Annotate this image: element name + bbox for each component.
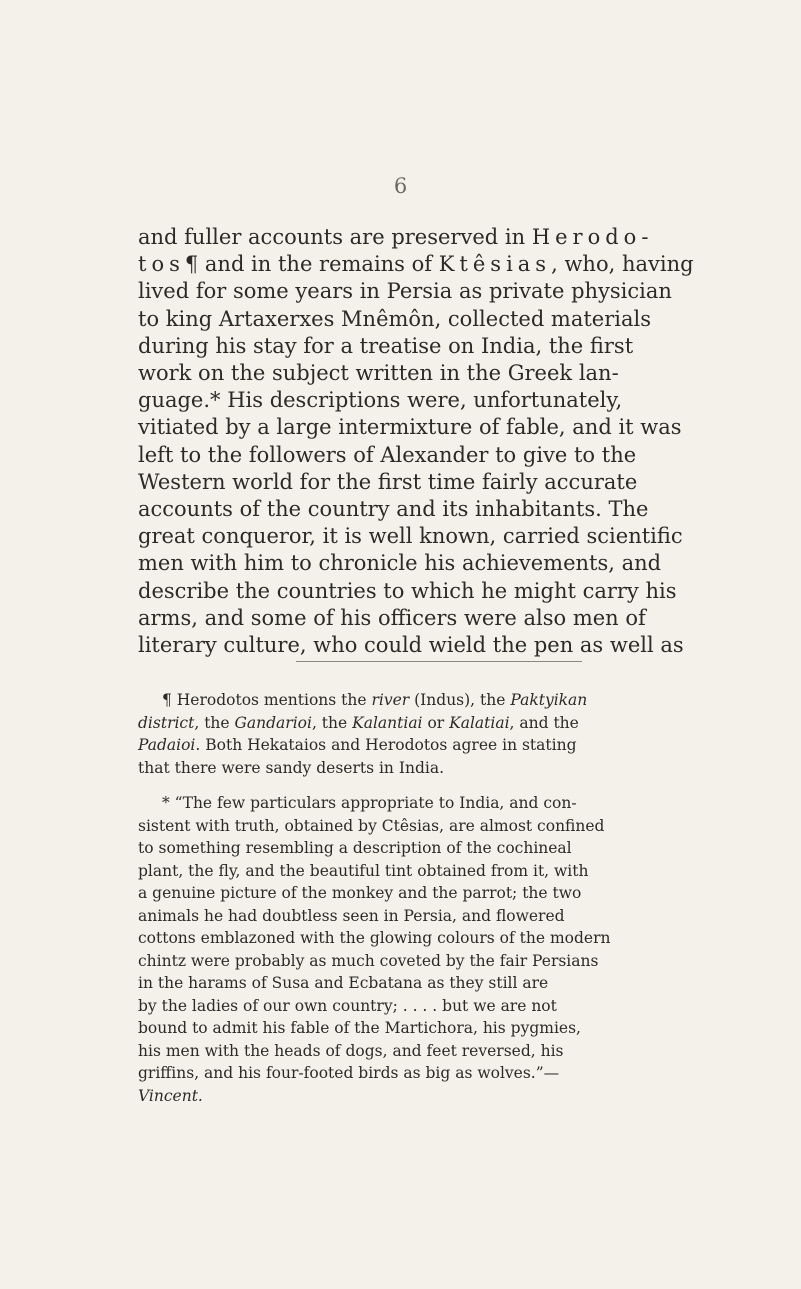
footnote-line: sistent with truth, obtained by Ctêsias, are almost confined [138,816,605,835]
footnote-line: his men with the heads of dogs, and feet reversed, his [138,1041,564,1060]
body-line: describe the countries to which he might carry his [138,578,677,603]
footnote-line: plant, the fly, and the beautiful tint obtained from it, with [138,861,589,880]
body-line: vitiated by a large intermixture of fable, and it was [138,415,682,440]
footnote-line: Padaioi. Both Hekataios and Herodotos agree in stating [138,736,577,754]
body-line: Western world for the first time fairly accurate [138,469,638,494]
footnote-line: cottons emblazoned with the glowing colours of the modern [138,929,611,947]
body-line: lived for some years in Persia as private physician [138,279,672,304]
footnote-line: animals he had doubtless seen in Persia, and flowered [138,906,565,925]
page-number: 6 [393,174,408,198]
body-line: accounts of the country and its inhabitants. The [138,497,649,522]
footnote-divider [296,661,582,662]
footnotes [138,689,742,1120]
body-paragraph [138,224,742,659]
footnote-pilcrow [138,689,742,779]
footnote-line: ¶ Herodotos mentions the river (Indus), the Paktyikan [162,691,588,709]
body-line: great conqueror, it is well known, carried scientific [138,524,683,549]
body-line: arms, and some of his officers were also men of [138,605,646,630]
body-line: to king Artaxerxes Mnêmôn, collected materials [138,306,652,331]
footnote-line: chintz were probably as much coveted by the fair Persians [138,951,599,970]
footnote-line: that there were sandy deserts in India. [138,758,444,777]
footnote-line: in the harams of Susa and Ecbatana as they still are [138,974,549,992]
footnote-line: bound to admit his fable of the Martichora, his pygmies, [138,1019,581,1037]
footnote-line: a genuine picture of the monkey and the parrot; the two [138,884,582,902]
author-name-herodotos: Herodo- [531,225,654,249]
author-name-ktesias: Ktêsias [438,252,552,277]
body-line: guage.* His descriptions were, unfortunately, [138,388,623,413]
body-line: literary culture, who could wield the pen as well as [138,633,684,658]
footnote-line: district, the Gandarioi, the Kalantiai or Kalatiai, and the [138,713,579,732]
footnote-star [138,792,742,1107]
footnote-line: griffins, and his four-footed birds as big as wolves.”— [138,1064,560,1082]
body-line: left to the followers of Alexander to give to the [138,442,637,467]
footnote-attribution: Vincent. [138,1086,203,1105]
footnote-line: by the ladies of our own country; . . . . but we are not [138,996,557,1015]
body-line: and fuller accounts are preserved in Herodo- [138,225,654,249]
body-line: tos¶ and in the remains of Ktêsias, who, having [138,252,694,277]
body-line: during his stay for a treatise on India, the first [138,333,634,358]
body-line: men with him to chronicle his achievements, and [138,551,662,576]
body-line: work on the subject written in the Greek lan- [138,361,619,386]
footnote-line: to something resembling a description of the cochineal [138,839,572,857]
footnote-line: * “The few particulars appropriate to India, and con- [162,794,577,812]
